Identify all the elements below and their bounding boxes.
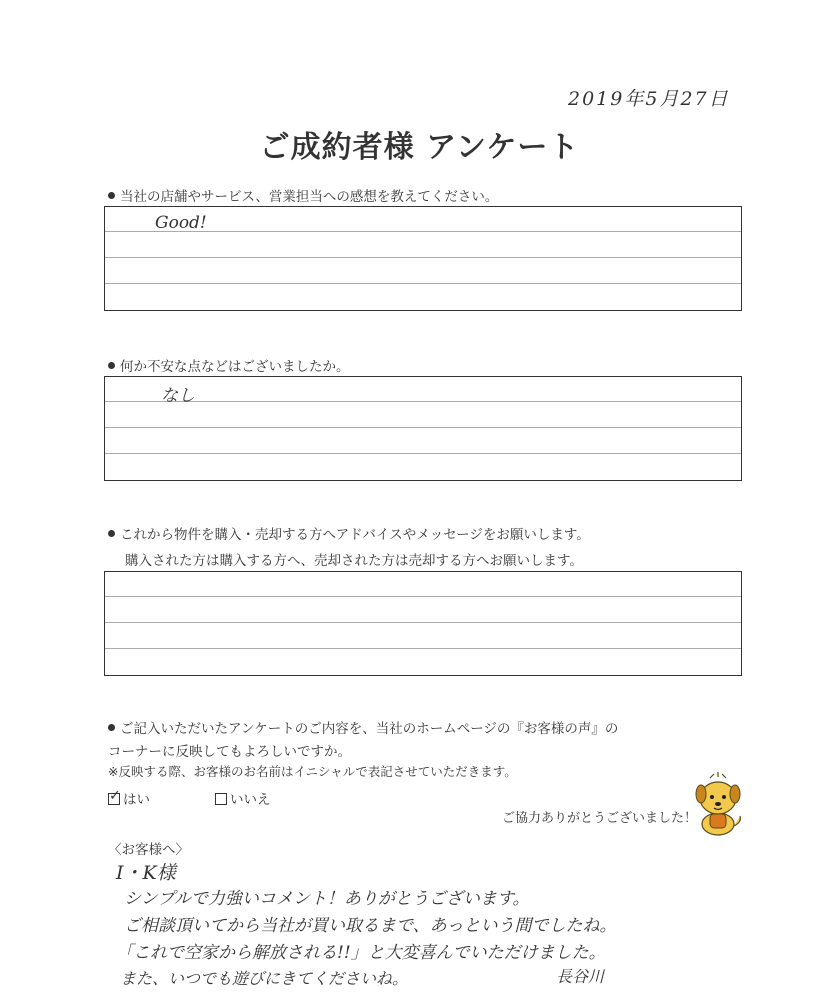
question-1-label: 当社の店舗やサービス、営業担当への感想を教えてください。 [120, 189, 499, 205]
question-3-label: これから物件を購入・売却する方へアドバイスやメッセージをお願いします。 [120, 527, 590, 543]
option-no[interactable] [215, 788, 271, 808]
question-4-subtext: コーナーに反映してもよろしいですか。 [108, 744, 351, 760]
checkbox-icon[interactable] [215, 793, 227, 805]
page-title: ご成約者様 アンケート [259, 130, 580, 165]
message-signature: 長谷川 [556, 967, 605, 986]
publish-note: ※反映する際、お客様のお名前はイニシャルで表記させていただきます。 [108, 764, 517, 779]
question-2-label: 何か不安な点などはございましたか。 [120, 359, 350, 375]
bullet-icon [108, 192, 115, 199]
answer-2-text: なし [161, 386, 195, 406]
option-yes[interactable] [108, 788, 150, 808]
checkbox-checked-icon[interactable] [108, 793, 120, 805]
customer-message-heading: 〈お客様へ〉 [108, 842, 189, 858]
bullet-icon [108, 724, 115, 731]
answer-box-1[interactable] [104, 206, 742, 311]
question-4 [108, 717, 618, 737]
answer-box-3[interactable] [104, 571, 742, 676]
answer-1-text: Good! [155, 213, 207, 233]
message-line-5: また、いつでも遊びにきてくださいね。 [120, 969, 409, 988]
question-2 [108, 355, 350, 375]
question-1 [108, 185, 498, 205]
question-3-subtext: 購入された方は購入する方へ、売却された方は売却する方へお願いします。 [125, 553, 583, 569]
thanks-text: ご協力ありがとうございました！ [502, 811, 698, 826]
message-line-4: 「これで空家から解放される!!」と大変喜んでいただけました。 [116, 943, 606, 963]
answer-box-2[interactable] [104, 376, 742, 481]
bullet-icon [108, 530, 115, 537]
survey-date: 2019年5月27日 [568, 88, 730, 110]
message-line-2: シンプルで力強いコメント！ありがとうございます。 [124, 889, 530, 909]
dog-mascot-icon [690, 770, 746, 836]
option-yes-label: はい [123, 792, 150, 808]
question-3 [108, 523, 590, 543]
option-no-label: いいえ [230, 792, 271, 808]
message-line-3: ご相談頂いてから当社が買い取るまで、あっという間でしたね。 [124, 916, 617, 936]
message-line-1: I・K様 [116, 862, 176, 884]
question-4-label: ご記入いただいたアンケートのご内容を、当社のホームページの『お客様の声』の [120, 721, 619, 737]
bullet-icon [108, 362, 115, 369]
